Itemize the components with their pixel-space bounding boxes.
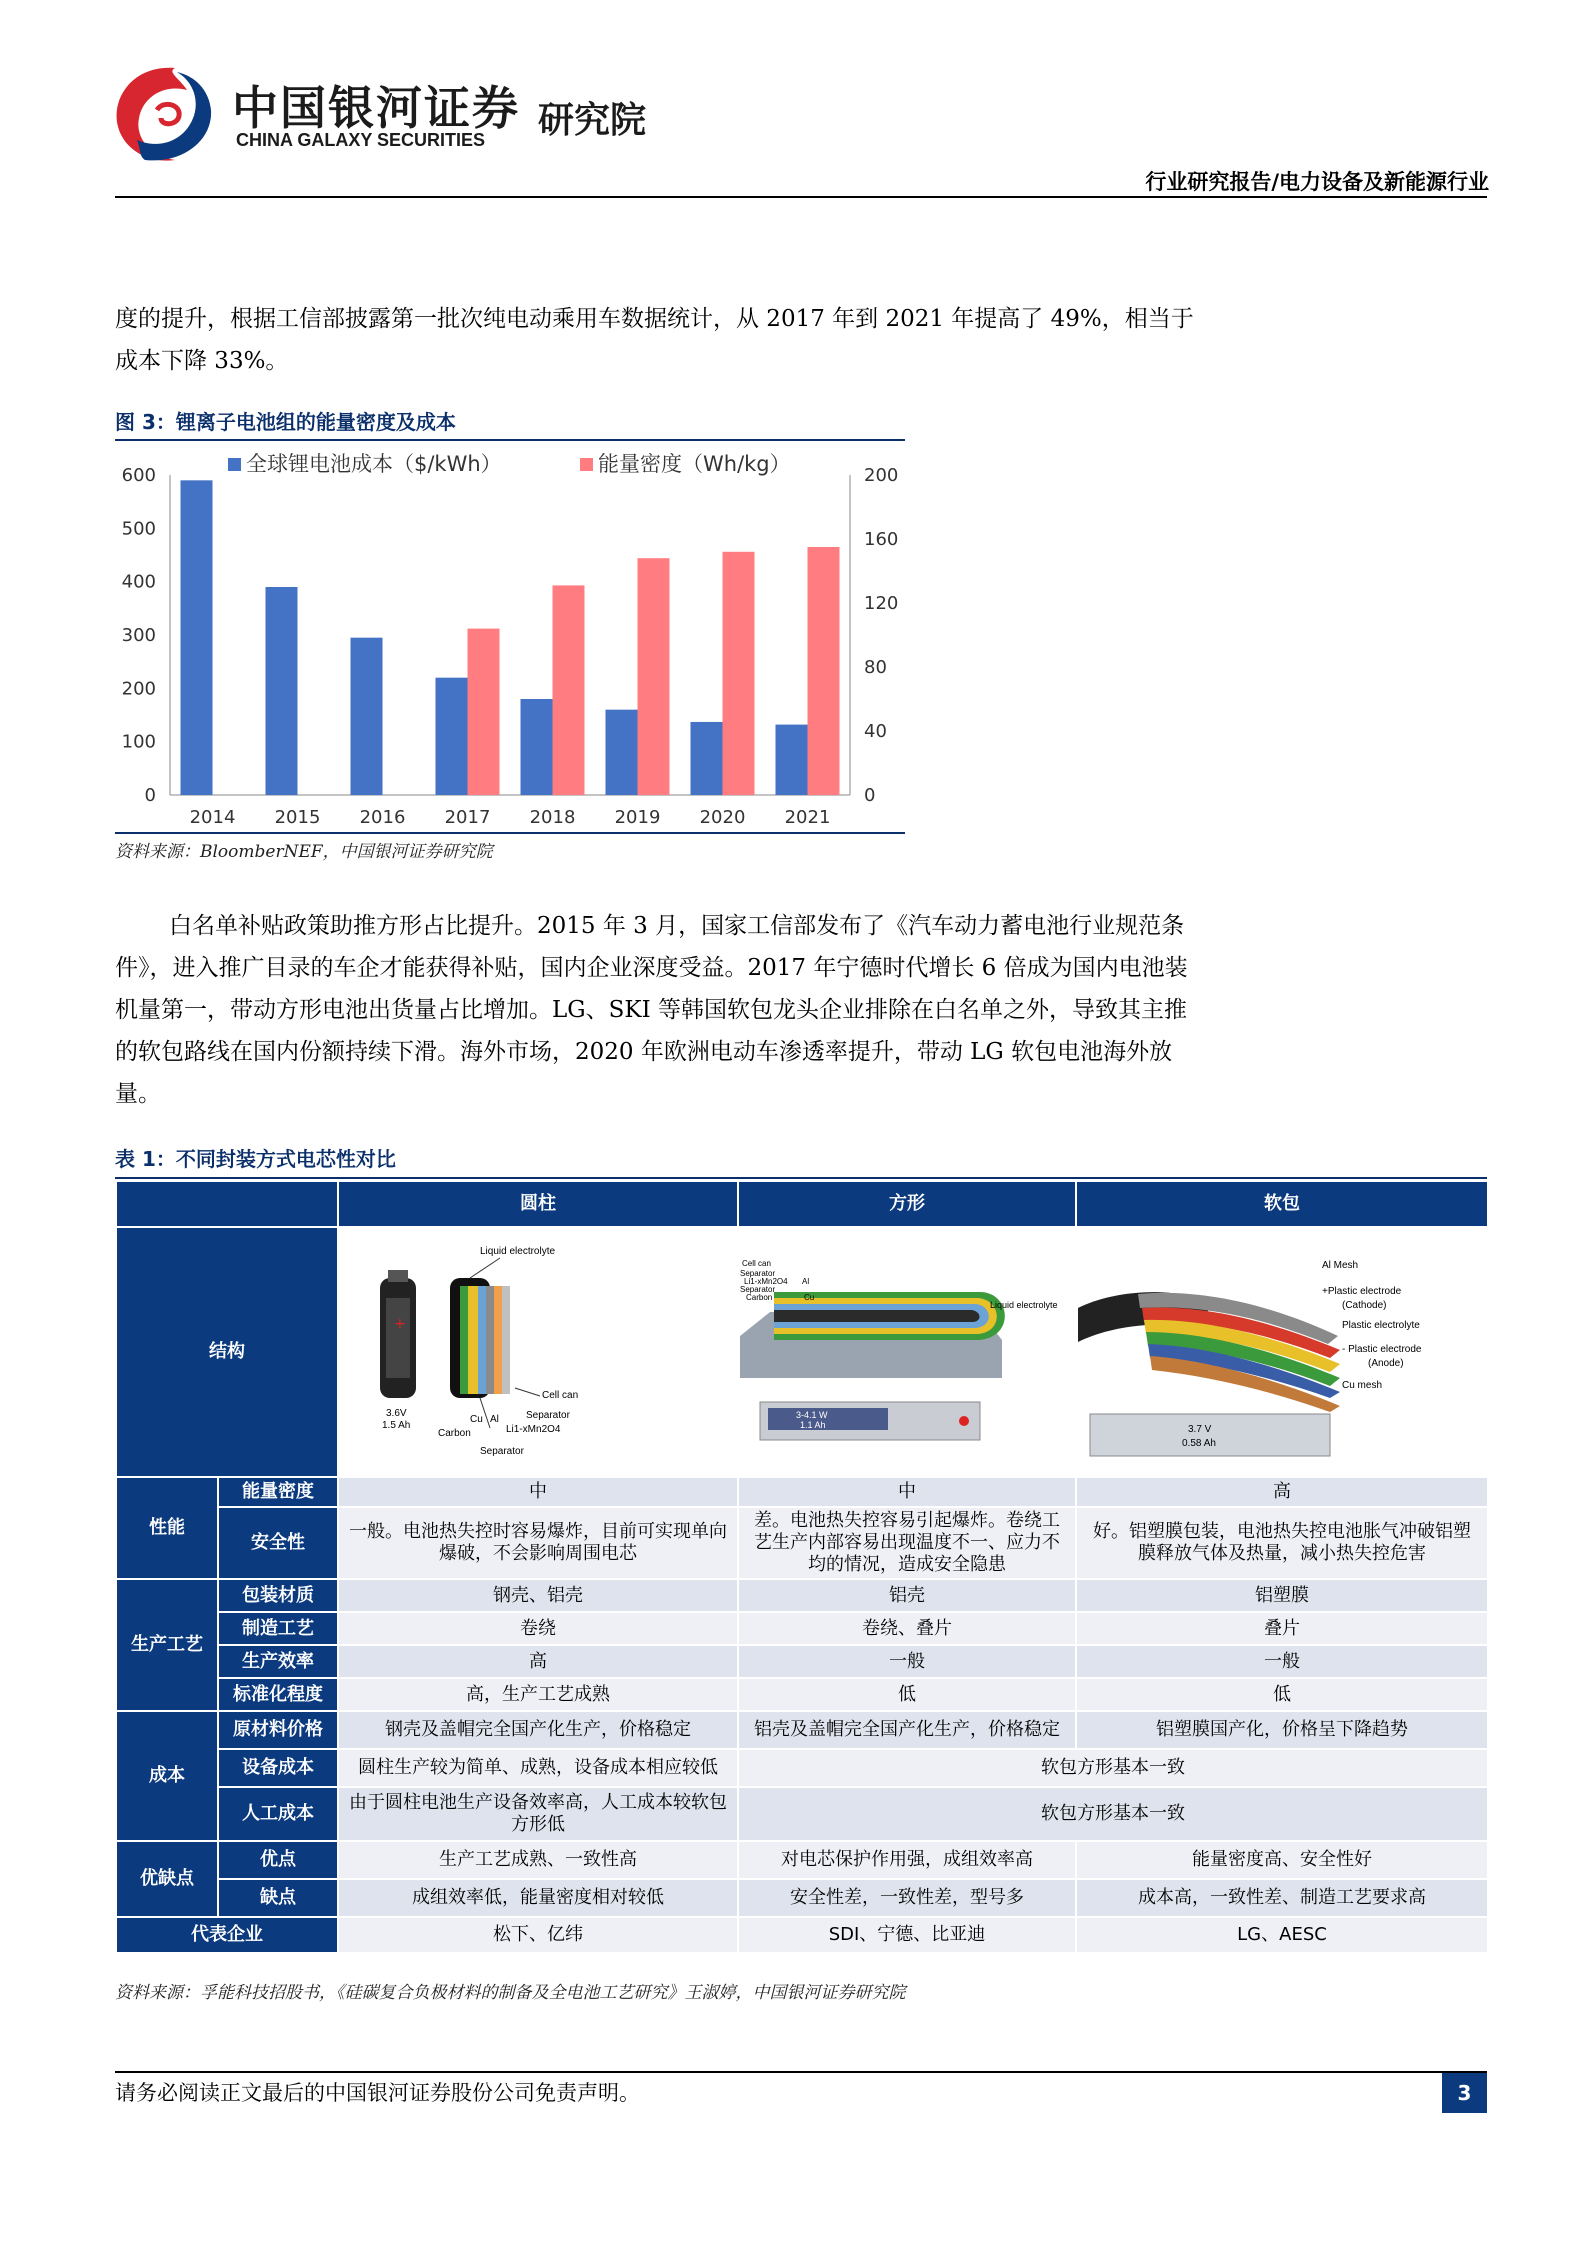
cell: 中: [338, 1477, 738, 1507]
legend-swatch: [228, 458, 241, 471]
table-row: [116, 1711, 1488, 1749]
x-tick-label: 2020: [699, 807, 746, 828]
header-pouch: 软包: [1076, 1181, 1488, 1227]
cost-bar: [606, 710, 638, 795]
legend-swatch: [580, 458, 593, 471]
prism-label-6: Carbon: [746, 1293, 773, 1302]
prism-label-4: Separator: [740, 1285, 776, 1294]
x-tick-label: 2016: [359, 807, 406, 828]
right-tick-label: 160: [864, 529, 899, 550]
right-tick-label: 120: [864, 593, 899, 614]
cell-comparison-table: [115, 1180, 1489, 1954]
cell: 成组效率低，能量密度相对较低: [338, 1879, 738, 1917]
pouch-label-2: (Cathode): [1342, 1300, 1387, 1311]
row-label-cons: 缺点: [218, 1879, 338, 1917]
left-tick-label: 300: [121, 625, 156, 646]
cell: 一般。电池热失控时容易爆炸，目前可实现单向爆破，不会影响周围电芯: [338, 1507, 738, 1579]
cell: SDI、宁德、比亚迪: [738, 1917, 1076, 1953]
cell: 由于圆柱电池生产设备效率高，人工成本较软包方形低: [338, 1787, 738, 1841]
left-tick-label: 100: [121, 731, 156, 753]
cell: 卷绕: [338, 1612, 738, 1645]
cell: 铝塑膜国产化，价格呈下降趋势: [1076, 1711, 1488, 1749]
group-pros-cons: 优缺点: [116, 1841, 218, 1917]
pouch-label-7: 3.7 V: [1188, 1424, 1212, 1435]
brand-name-cn: 中国银河证券: [232, 81, 520, 135]
cost-bar: [351, 638, 383, 795]
pouch-label-0: Al Mesh: [1322, 1260, 1359, 1271]
row-label-safety: 安全性: [218, 1507, 338, 1579]
x-tick-label: 2021: [784, 807, 831, 828]
cyl-label-4: Al: [490, 1414, 499, 1425]
cost-bar: [266, 587, 298, 795]
cell: LG、AESC: [1076, 1917, 1488, 1953]
table-row: [116, 1579, 1488, 1612]
table-row: [116, 1612, 1488, 1645]
cost-density-chart: [115, 445, 905, 830]
legend-label: 能量密度（Wh/kg）: [598, 452, 791, 476]
pouch-label-1: +Plastic electrode: [1322, 1286, 1402, 1297]
density-bar: [468, 629, 500, 795]
cell: 钢壳、铝壳: [338, 1579, 738, 1612]
group-cost: 成本: [116, 1711, 218, 1841]
table-row: [116, 1645, 1488, 1678]
cyl-label-7: Separator: [480, 1446, 524, 1457]
prism-label-5: Cu: [804, 1293, 815, 1302]
prism-label-2: Li1-xMn2O4: [744, 1277, 788, 1286]
cyl-label-3: Li1-xMn2O4: [506, 1424, 561, 1435]
table-row: [116, 1841, 1488, 1879]
cylindrical-cell-diagram-icon: [340, 1228, 736, 1470]
pouch-label-5: (Anode): [1368, 1358, 1404, 1369]
prism-label-1: Separator: [740, 1269, 776, 1278]
left-tick-label: 0: [144, 785, 156, 806]
cyl-label-1: Cell can: [542, 1390, 579, 1401]
cell: 能量密度高、安全性好: [1076, 1841, 1488, 1879]
x-tick-label: 2017: [444, 807, 491, 828]
group-performance: 性能: [116, 1477, 218, 1579]
merged-cell: 软包方形基本一致: [738, 1749, 1488, 1787]
right-tick-label: 40: [864, 721, 887, 742]
cell: 低: [1076, 1678, 1488, 1711]
cell: 钢壳及盖帽完全国产化生产，价格稳定: [338, 1711, 738, 1749]
right-tick-label: 80: [864, 657, 887, 678]
cost-bar: [436, 678, 468, 795]
body-paragraph-1: 度的提升，根据工信部披露第一批次纯电动乘用车数据统计，从 2017 年到 2021 年提高了 49%，相当于成本下降 33%。: [115, 306, 1194, 374]
row-label-efficiency: 生产效率: [218, 1645, 338, 1678]
figure-title: 图 3：锂离子电池组的能量密度及成本: [115, 410, 456, 434]
prism-label-3: Al: [802, 1277, 810, 1286]
page-header: [0, 0, 1587, 200]
structure-row: [116, 1227, 1488, 1477]
table-row: [116, 1917, 1488, 1953]
header-divider: [115, 196, 1487, 198]
cost-bar: [776, 725, 808, 795]
structure-label: 结构: [116, 1227, 338, 1477]
table-row: [116, 1678, 1488, 1711]
right-tick-label: 200: [864, 465, 899, 486]
cell: 一般: [738, 1645, 1076, 1678]
cost-bar: [691, 722, 723, 795]
group-representative: 代表企业: [116, 1917, 338, 1953]
cell: 高: [338, 1645, 738, 1678]
prism-label-9: 1.1 Ah: [800, 1420, 826, 1430]
table-row: [116, 1879, 1488, 1917]
cell: 差。电池热失控容易引起爆炸。卷绕工艺生产内部容易出现温度不一、应力不均的情况，造成安全隐患: [738, 1507, 1076, 1579]
figure-source: 资料来源：BloomberNEF，中国银河证券研究院: [115, 842, 493, 862]
x-tick-label: 2014: [189, 807, 236, 828]
brand-name-en: CHINA GALAXY SECURITIES: [236, 130, 486, 150]
cyl-label-8: 3.6V: [386, 1408, 407, 1419]
cell: 圆柱生产较为简单、成熟，设备成本相应较低: [338, 1749, 738, 1787]
cost-bar: [181, 480, 213, 795]
row-label-equipment-cost: 设备成本: [218, 1749, 338, 1787]
galaxy-logo-icon: [105, 60, 225, 170]
table-header-row: [116, 1181, 1488, 1227]
left-tick-label: 600: [121, 465, 156, 486]
pouch-label-8: 0.58 Ah: [1182, 1438, 1216, 1449]
cyl-label-2: Separator: [526, 1410, 570, 1421]
cell: 低: [738, 1678, 1076, 1711]
header-prismatic: 方形: [738, 1181, 1076, 1227]
figure-bottom-rule: [115, 832, 905, 834]
density-bar: [723, 552, 755, 795]
row-label-pros: 优点: [218, 1841, 338, 1879]
table-row: [116, 1507, 1488, 1579]
table-row: [116, 1749, 1488, 1787]
row-label-energy-density: 能量密度: [218, 1477, 338, 1507]
table-source: 资料来源：孚能科技招股书，《硅碳复合负极材料的制备及全电池工艺研究》王淑婷，中国银河证券研究院: [115, 1983, 906, 2003]
pouch-label-3: Plastic electrolyte: [1342, 1320, 1420, 1331]
cell: 成本高，一致性差、制造工艺要求高: [1076, 1879, 1488, 1917]
left-tick-label: 500: [121, 518, 156, 540]
density-bar: [553, 585, 585, 795]
cyl-label-9: 1.5 Ah: [382, 1420, 411, 1431]
left-tick-label: 200: [121, 678, 156, 700]
pouch-cell-diagram-icon: [1078, 1228, 1486, 1470]
institute-name: 研究院: [538, 100, 647, 141]
table-top-rule: [115, 1177, 1487, 1179]
footer-divider: [115, 2071, 1487, 2073]
cell: 铝壳: [738, 1579, 1076, 1612]
cyl-label-5: Cu: [470, 1414, 483, 1425]
svg-text:+: +: [394, 1316, 406, 1332]
disclaimer: 请务必阅读正文最后的中国银河证券股份公司免责声明。: [115, 2081, 640, 2105]
table-row: [116, 1787, 1488, 1841]
cylindrical-diagram-cell: [338, 1227, 738, 1477]
cell: 安全性差，一致性差，型号多: [738, 1879, 1076, 1917]
prism-label-0: Cell can: [742, 1259, 771, 1268]
table-row: [116, 1477, 1488, 1507]
cyl-label-0: Liquid electrolyte: [480, 1246, 556, 1257]
x-tick-label: 2018: [529, 807, 576, 828]
body-paragraph-2: 白名单补贴政策助推方形占比提升。2015 年 3 月，国家工信部发布了《汽车动力蓄电池行业规范条件》，进入推广目录的车企才能获得补贴，国内企业深度受益。2017 年宁德时代增长 6 倍成为国内电池装机量第一，带动方形电池出货量占比增加。LG、SKI 等韩国软包龙头企业排除在白名单之外，导致其主推的软包路线在国内份额持续下滑。海外市场，2020 年欧洲电动车渗透率提升，带动 LG 软包电池海外放量。: [115, 913, 1188, 1107]
cell: 生产工艺成熟、一致性高: [338, 1841, 738, 1879]
right-tick-label: 0: [864, 785, 876, 806]
row-label-labor-cost: 人工成本: [218, 1787, 338, 1841]
pouch-diagram-cell: [1076, 1227, 1488, 1477]
density-bar: [808, 547, 840, 795]
cell: 铝塑膜: [1076, 1579, 1488, 1612]
pouch-label-6: Cu mesh: [1342, 1380, 1383, 1391]
cell: 叠片: [1076, 1612, 1488, 1645]
cell: 铝壳及盖帽完全国产化生产，价格稳定: [738, 1711, 1076, 1749]
pouch-label-4: - Plastic electrode: [1342, 1344, 1422, 1355]
merged-cell: 软包方形基本一致: [738, 1787, 1488, 1841]
cell: 高: [1076, 1477, 1488, 1507]
header-blank: [116, 1181, 338, 1227]
report-type: 行业研究报告/电力设备及新能源行业: [1145, 170, 1489, 194]
row-label-standardization: 标准化程度: [218, 1678, 338, 1711]
cell: 松下、亿纬: [338, 1917, 738, 1953]
legend-label: 全球锂电池成本（$/kWh）: [246, 452, 502, 476]
table-title: 表 1：不同封装方式电芯性对比: [115, 1147, 396, 1171]
row-label-packaging: 包装材质: [218, 1579, 338, 1612]
row-label-process: 制造工艺: [218, 1612, 338, 1645]
left-tick-label: 400: [121, 571, 156, 593]
header-cylindrical: 圆柱: [338, 1181, 738, 1227]
cell: 中: [738, 1477, 1076, 1507]
page-number: 3: [1442, 2073, 1487, 2113]
prism-label-8: 3-4.1 W: [796, 1410, 828, 1420]
prism-label-7: Liquid electrolyte: [990, 1300, 1058, 1310]
cell: 卷绕、叠片: [738, 1612, 1076, 1645]
cell: 好。铝塑膜包装，电池热失控电池胀气冲破铝塑膜释放气体及热量，减小热失控危害: [1076, 1507, 1488, 1579]
row-label-material-price: 原材料价格: [218, 1711, 338, 1749]
prismatic-cell-diagram-icon: [740, 1228, 1074, 1470]
cell: 对电芯保护作用强，成组效率高: [738, 1841, 1076, 1879]
cell: 高，生产工艺成熟: [338, 1678, 738, 1711]
density-bar: [638, 558, 670, 795]
cyl-label-6: Carbon: [438, 1428, 471, 1439]
figure-top-rule: [115, 439, 905, 441]
group-production: 生产工艺: [116, 1579, 218, 1711]
prismatic-diagram-cell: [738, 1227, 1076, 1477]
cost-bar: [521, 699, 553, 795]
cell: 一般: [1076, 1645, 1488, 1678]
x-tick-label: 2019: [614, 807, 661, 828]
x-tick-label: 2015: [274, 807, 321, 828]
